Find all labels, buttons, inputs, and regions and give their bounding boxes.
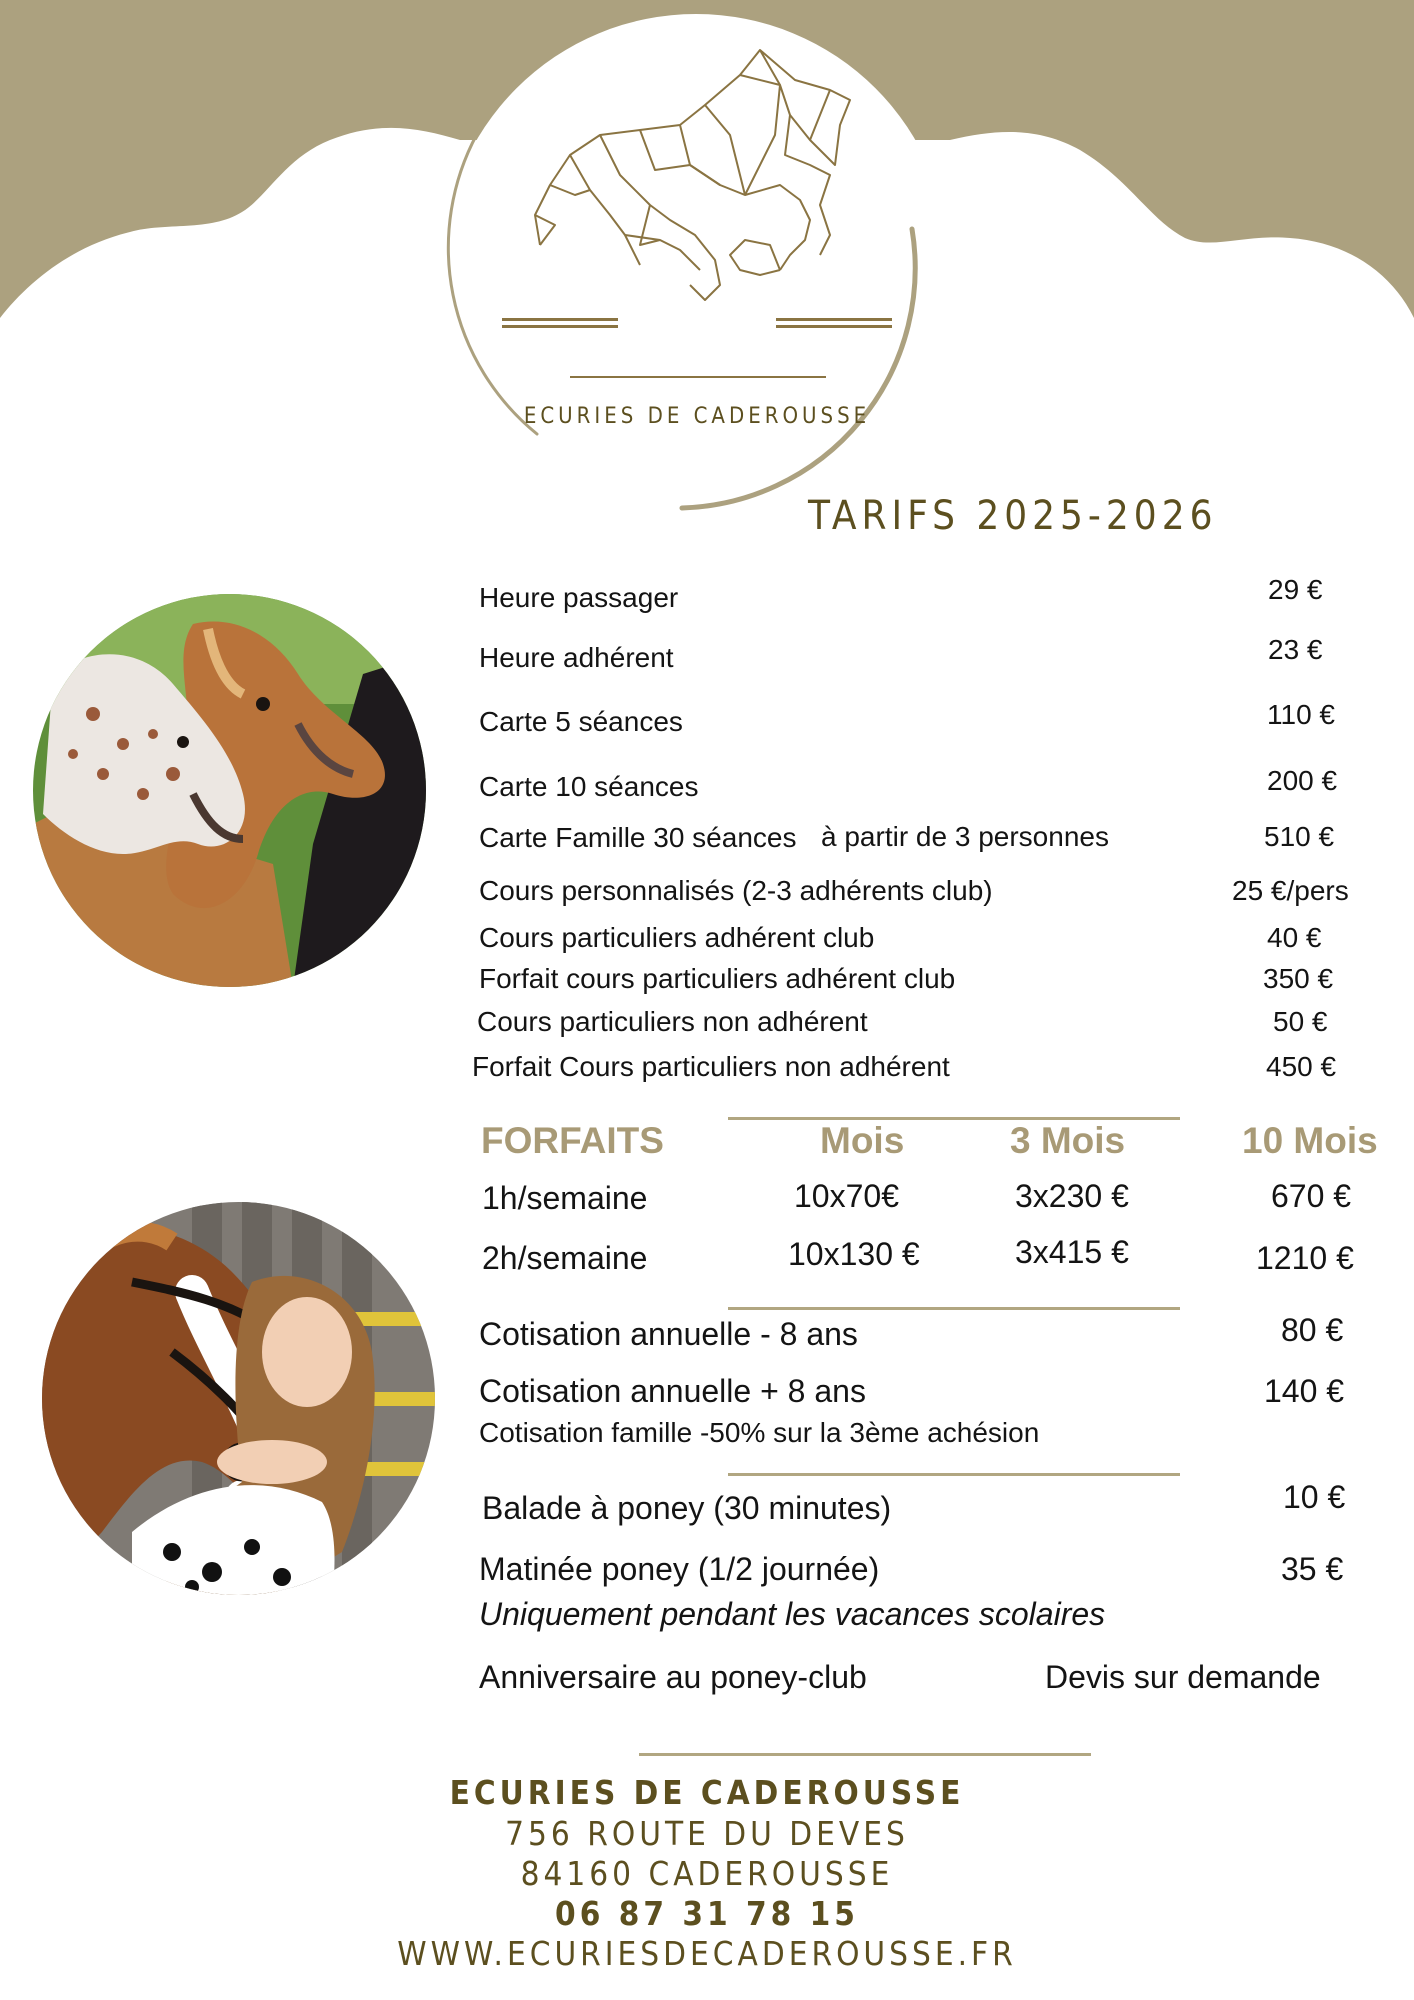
forfait-cell: 3x230 € — [1015, 1178, 1129, 1214]
activite-price: 35 € — [1281, 1551, 1344, 1587]
tarif-price: 450 € — [1266, 1051, 1337, 1082]
logo-bar-left — [502, 318, 618, 321]
tarif-price: 350 € — [1263, 963, 1334, 994]
footer-phone[interactable]: 06 87 31 78 15 — [555, 1894, 859, 1933]
forfait-cell: 10x130 € — [788, 1236, 920, 1272]
tarif-price: 23 € — [1268, 634, 1323, 665]
activites-rule — [728, 1473, 1180, 1476]
logo-bar-right-2 — [776, 325, 892, 328]
forfaits-col-10-mois: 10 Mois — [1242, 1120, 1378, 1161]
geometric-horse-icon — [530, 45, 860, 315]
cotisation-label: Cotisation annuelle + 8 ans — [479, 1373, 866, 1409]
forfaits-header: FORFAITS — [481, 1120, 664, 1161]
forfait-row-label: 2h/semaine — [482, 1240, 648, 1276]
activite-price: 10 € — [1283, 1479, 1346, 1515]
cotisation-label: Cotisation annuelle - 8 ans — [479, 1316, 858, 1352]
forfaits-col-mois: Mois — [820, 1120, 905, 1161]
page-title: TARIFS 2025-2026 — [808, 493, 1218, 539]
forfait-cell: 3x415 € — [1015, 1234, 1129, 1270]
logo-bar-left-2 — [502, 325, 618, 328]
logo-bar-right — [776, 318, 892, 321]
forfait-row-label: 1h/semaine — [482, 1180, 648, 1216]
forfait-cell: 670 € — [1271, 1178, 1352, 1214]
anniversaire-price: Devis sur demande — [1045, 1659, 1321, 1695]
tarif-note: à partir de 3 personnes — [821, 821, 1109, 852]
girl-hugging-pony-photo — [42, 1202, 435, 1595]
tarif-label: Carte 5 séances — [479, 706, 683, 737]
tarif-price: 510 € — [1264, 821, 1335, 852]
footer-city: 84160 CADEROUSSE — [520, 1854, 894, 1893]
tarif-label: Carte Famille 30 séances — [479, 822, 797, 853]
tarif-label: Heure passager — [479, 582, 679, 613]
tarif-label: Forfait Cours particuliers non adhérent — [472, 1051, 950, 1082]
tarif-label: Cours personnalisés (2-3 adhérents club) — [479, 875, 993, 906]
forfaits-bottom-rule — [728, 1307, 1180, 1310]
forfait-cell: 10x70€ — [794, 1178, 899, 1214]
footer-address: 756 ROUTE DU DEVES — [505, 1814, 909, 1853]
activite-label: Balade à poney (30 minutes) — [482, 1490, 892, 1526]
ponies-photo — [33, 594, 426, 987]
anniversaire-label: Anniversaire au poney-club — [479, 1659, 867, 1695]
cotisation-price: 80 € — [1281, 1312, 1344, 1348]
vacances-note: Uniquement pendant les vacances scolaires — [479, 1596, 1106, 1632]
cotisation-note: Cotisation famille -50% sur la 3ème achésion — [479, 1417, 1040, 1448]
forfait-cell: 1210 € — [1256, 1240, 1354, 1276]
footer-website[interactable]: WWW.ECURIESDECADEROUSSE.FR — [397, 1934, 1017, 1973]
tarif-label: Forfait cours particuliers adhérent club — [479, 963, 956, 994]
tarif-price: 40 € — [1267, 922, 1322, 953]
tarif-price: 110 € — [1267, 699, 1335, 730]
footer-rule — [639, 1753, 1091, 1756]
tarif-label: Cours particuliers adhérent club — [479, 922, 875, 953]
tarif-price: 25 €/pers — [1232, 875, 1349, 906]
tarif-label: Heure adhérent — [479, 642, 674, 673]
tarif-price: 50 € — [1273, 1006, 1328, 1037]
logo-name: ECURIES DE CADEROUSSE — [523, 404, 871, 429]
logo-underline — [570, 376, 826, 378]
tarif-price: 29 € — [1268, 574, 1323, 605]
tarif-label: Cours particuliers non adhérent — [477, 1006, 868, 1037]
footer-name: ECURIES DE CADEROUSSE — [449, 1773, 965, 1812]
tarif-price: 200 € — [1267, 765, 1338, 796]
activite-label: Matinée poney (1/2 journée) — [479, 1551, 880, 1587]
forfaits-col-3-mois: 3 Mois — [1010, 1120, 1126, 1161]
cotisation-price: 140 € — [1264, 1373, 1345, 1409]
tarif-label: Carte 10 séances — [479, 771, 699, 802]
